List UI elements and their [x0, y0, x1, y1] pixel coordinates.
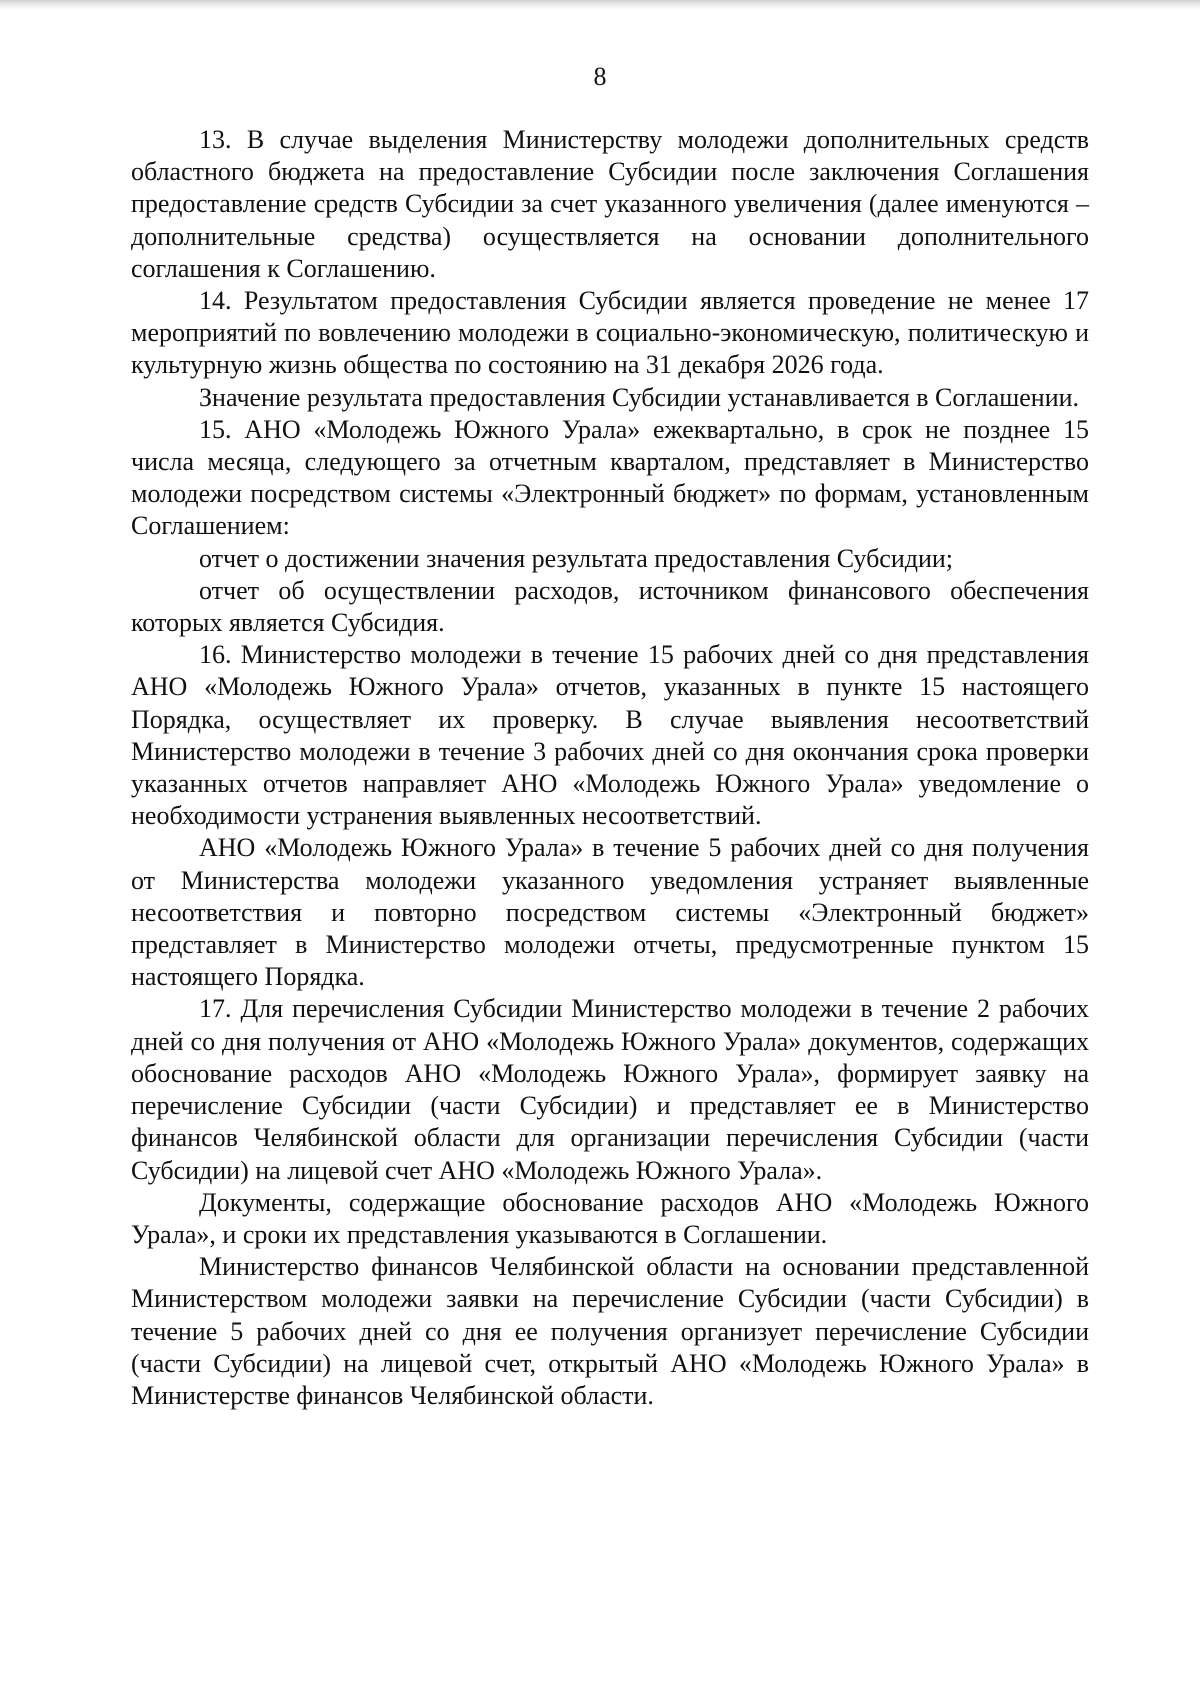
- paragraph-17: 17. Для перечисления Субсидии Министерство молодежи в течение 2 рабочих дней со дня получения от АНО «Молодежь Южного Урала» документов, содержащих обоснование расходов АНО «Молодежь Южного Урала», формирует заявку на перечисление Субсидии (части Субсидии) и представляет ее в Министерство финансов Челябинской области для организации перечисления Субсидии (части Субсидии) на лицевой счет АНО «Молодежь Южного Урала».: [131, 994, 1089, 1185]
- document-body: [131, 124, 1089, 1412]
- paragraph-13: 13. В случае выделения Министерству молодежи дополнительных средств областного бюджета на предоставление Субсидии после заключения Соглашения предоставление средств Субсидии за счет указанного увеличения (далее именуются – дополнительные средства) осуществляется на основании дополнительного соглашения к Соглашению.: [131, 125, 1089, 283]
- scan-edge: [0, 0, 1200, 10]
- paragraph-16: 16. Министерство молодежи в течение 15 рабочих дней со дня представления АНО «Молодежь Южного Урала» отчетов, указанных в пункте 15 настоящего Порядка, осуществляет их проверку. В случае выявления несоответствий Министерство молодежи в течение 3 рабочих дней со дня окончания срока проверки указанных отчетов направляет АНО «Молодежь Южного Урала» уведомление о необходимости устранения выявленных несоответствий.: [131, 640, 1089, 831]
- paragraph-15: 15. АНО «Молодежь Южного Урала» ежеквартально, в срок не позднее 15 числа месяца, следующего за отчетным кварталом, представляет в Министерство молодежи посредством системы «Электронный бюджет» по формам, установленным Соглашением:: [131, 414, 1089, 541]
- paragraph-14-result-value: Значение результата предоставления Субсидии устанавливается в Соглашении.: [199, 382, 1080, 412]
- paragraph-15-report-2: отчет об осуществлении расходов, источником финансового обеспечения которых является Субсидия.: [131, 575, 1089, 638]
- paragraph-14: 14. Результатом предоставления Субсидии является проведение не менее 17 мероприятий по вовлечению молодежи в социально-экономическую, политическую и культурную жизнь общества по состоянию на 31 декабря 2026 года.: [131, 286, 1089, 380]
- paragraph-17-documents: Документы, содержащие обоснование расходов АНО «Молодежь Южного Урала», и сроки их представления указываются в Соглашении.: [131, 1187, 1089, 1249]
- paragraph-16-correction: АНО «Молодежь Южного Урала» в течение 5 рабочих дней со дня получения от Министерства молодежи указанного уведомления устраняет выявленные несоответствия и повторно посредством системы «Электронный бюджет» представляет в Министерство молодежи отчеты, предусмотренные пунктом 15 настоящего Порядка.: [131, 833, 1089, 992]
- page-number: 8: [593, 62, 607, 91]
- paragraph-17-transfer: Министерство финансов Челябинской области на основании представленной Министерством молодежи заявки на перечисление Субсидии (части Субсидии) в течение 5 рабочих дней со дня ее получения организует перечисление Субсидии (части Субсидии) на лицевой счет, открытый АНО «Молодежь Южного Урала» в Министерстве финансов Челябинской области.: [131, 1252, 1089, 1410]
- paragraph-15-report-1: отчет о достижении значения результата предоставления Субсидии;: [199, 543, 954, 573]
